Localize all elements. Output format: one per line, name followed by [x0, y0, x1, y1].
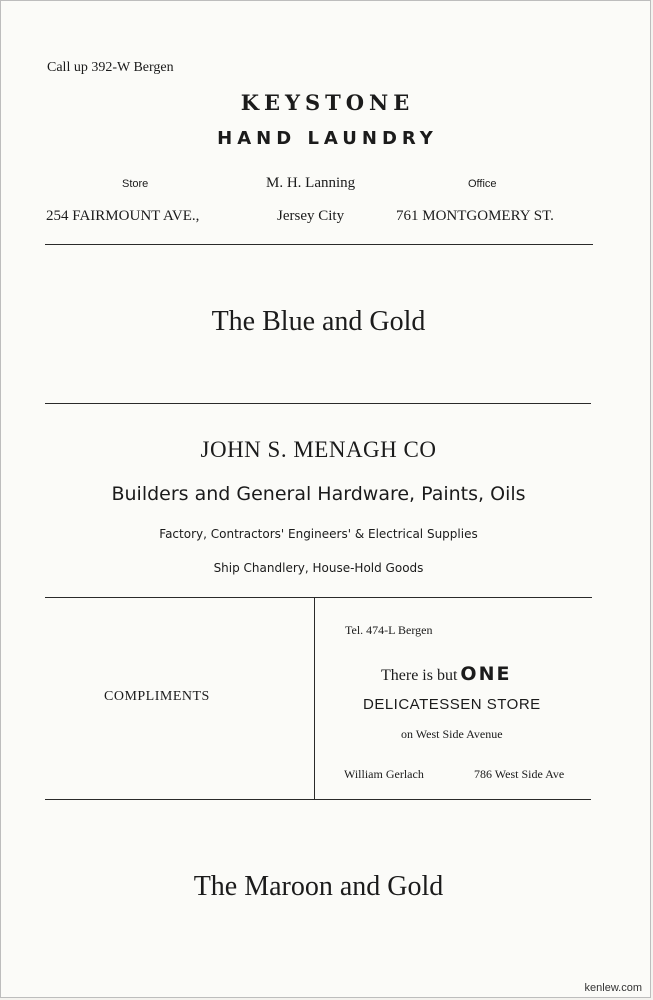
keystone-name: KEYSTONE: [240, 90, 415, 115]
deli-headline: [381, 663, 511, 685]
keystone-proprietor: M. H. Lanning: [266, 175, 356, 191]
keystone-city: Jersey City: [277, 208, 345, 224]
deli-one: ONE: [460, 663, 512, 685]
office-label: Office: [468, 178, 497, 190]
deli-phone: Tel. 474-L Bergen: [345, 623, 433, 637]
menagh-line-1: Builders and General Hardware, Paints, Oils: [111, 483, 526, 505]
deli-headline-text: There is but: [381, 667, 458, 684]
menagh-line-2: Factory, Contractors' Engineers' & Electrical Supplies: [159, 527, 478, 541]
watermark: kenlew.com: [584, 982, 642, 994]
divider-2: [45, 403, 591, 404]
deli-owner-address: 786 West Side Ave: [474, 767, 565, 781]
store-address: 254 FAIRMOUNT AVE.,: [46, 208, 200, 224]
blue-gold-ad: The Blue and Gold: [211, 306, 426, 337]
keystone-phone: Call up 392-W Bergen: [47, 60, 174, 75]
divider-1: [45, 244, 593, 245]
compliments-text: COMPLIMENTS: [104, 689, 210, 704]
divider-3: [45, 597, 592, 598]
vertical-divider: [314, 598, 315, 799]
maroon-gold-ad: The Maroon and Gold: [193, 871, 444, 902]
divider-4: [45, 799, 591, 800]
store-label: Store: [122, 178, 149, 190]
keystone-subtitle: HAND LAUNDRY: [217, 128, 438, 149]
deli-owner: William Gerlach: [344, 767, 424, 781]
menagh-line-3: Ship Chandlery, House-Hold Goods: [213, 561, 424, 575]
menagh-name: JOHN S. MENAGH CO: [200, 437, 437, 462]
deli-store-name: DELICATESSEN STORE: [363, 696, 541, 713]
office-address: 761 MONTGOMERY ST.: [396, 208, 554, 224]
deli-location: on West Side Avenue: [401, 727, 503, 741]
